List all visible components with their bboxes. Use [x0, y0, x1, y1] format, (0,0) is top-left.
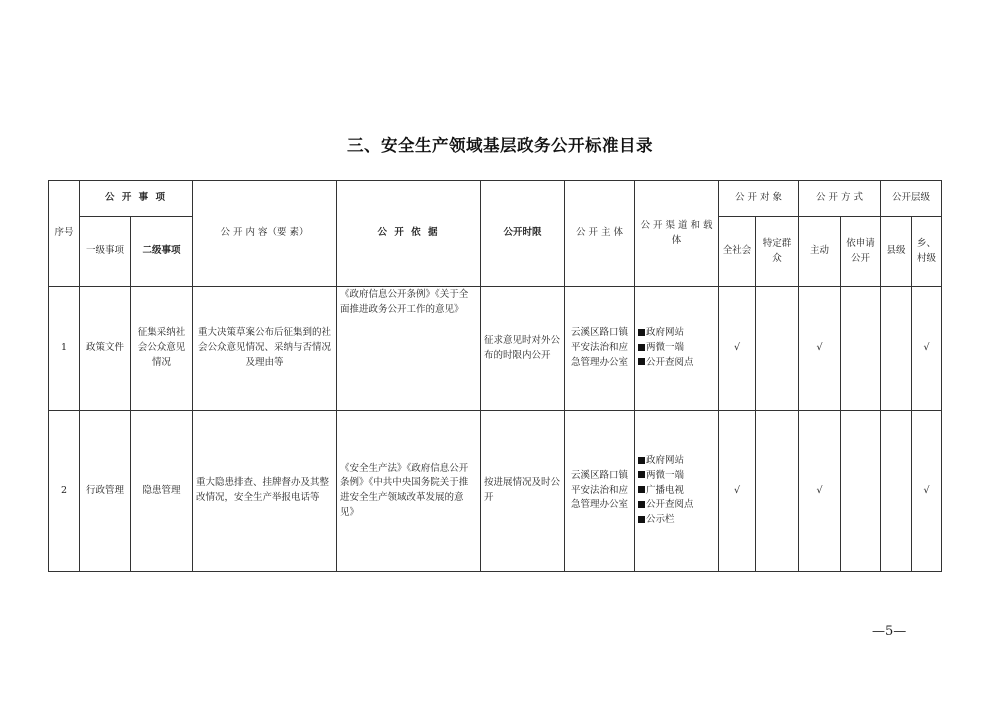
row-content: 重大决策草案公布后征集到的社会公众意见情况、采纳与否情况及理由等: [193, 287, 337, 411]
header-channels: 公 开 渠 道 和 载体: [635, 181, 719, 287]
header-content: 公 开 内 容（要 素）: [193, 181, 337, 287]
row-method-active: √: [799, 287, 841, 411]
square-bullet-icon: [638, 329, 645, 336]
row-target-specific: [756, 411, 799, 572]
square-bullet-icon: [638, 486, 645, 493]
square-bullet-icon: [638, 471, 645, 478]
header-seq: 序号: [49, 181, 80, 287]
row-method-request: [841, 411, 881, 572]
row-content: 重大隐患排查、挂牌督办及其整改情况，安全生产举报电话等: [193, 411, 337, 572]
row-level1: 行政管理: [80, 411, 131, 572]
table-row: [49, 287, 942, 411]
row-subject: 云溪区路口镇平安法治和应急管理办公室: [565, 411, 635, 572]
row-basis: 《政府信息公开条例》《关于全面推进政务公开工作的意见》: [337, 287, 481, 411]
row-level2: 征集采纳社会公众意见情况: [131, 287, 193, 411]
channel-item: 公开查阅点: [638, 498, 715, 513]
channel-item: 两微一端: [638, 341, 715, 356]
square-bullet-icon: [638, 344, 645, 351]
header-tier: 公开层级: [881, 181, 942, 217]
header-target-specific: 特定群众: [756, 217, 799, 287]
header-tier-county: 县级: [881, 217, 912, 287]
row-subject: 云溪区路口镇平安法治和应急管理办公室: [565, 287, 635, 411]
channel-item: 政府网站: [638, 326, 715, 341]
row-tier-county: [881, 287, 912, 411]
channel-list: [638, 326, 715, 370]
channel-item: 政府网站: [638, 454, 715, 469]
row-tier-village: √: [912, 411, 942, 572]
row-level1: 政策文件: [80, 287, 131, 411]
square-bullet-icon: [638, 501, 645, 508]
header-method-request: 依申请公开: [841, 217, 881, 287]
row-target-all: √: [719, 287, 756, 411]
header-targets: 公 开 对 象: [719, 181, 799, 217]
page-number: —5—: [872, 624, 907, 639]
header-level2: 二级事项: [131, 217, 193, 287]
row-timing: 按进展情况及时公开: [481, 411, 565, 572]
page-title: 三、安全生产领域基层政务公开标准目录: [347, 136, 653, 155]
row-target-specific: [756, 287, 799, 411]
header-tier-village: 乡、村级: [912, 217, 942, 287]
header-row-1: [49, 181, 942, 217]
row-seq: 2: [49, 411, 80, 572]
row-channels: [635, 411, 719, 572]
header-items: 公 开 事 项: [80, 181, 193, 217]
row-seq: 1: [49, 287, 80, 411]
disclosure-catalog-table: [48, 180, 942, 572]
row-level2: 隐患管理: [131, 411, 193, 572]
square-bullet-icon: [638, 358, 645, 365]
header-level1: 一级事项: [80, 217, 131, 287]
channel-item: 公示栏: [638, 513, 715, 528]
header-target-all: 全社会: [719, 217, 756, 287]
header-method-active: 主动: [799, 217, 841, 287]
row-timing: 征求意见时对外公布的时限内公开: [481, 287, 565, 411]
row-tier-county: [881, 411, 912, 572]
row-channels: [635, 287, 719, 411]
row-method-request: [841, 287, 881, 411]
channel-list: [638, 454, 715, 528]
header-subject: 公 开 主 体: [565, 181, 635, 287]
header-timing: 公开时限: [481, 181, 565, 287]
channel-item: 两微一端: [638, 469, 715, 484]
row-tier-village: √: [912, 287, 942, 411]
channel-item: 公开查阅点: [638, 356, 715, 371]
table-row: [49, 411, 942, 572]
row-basis: 《安全生产法》《政府信息公开条例》《中共中央国务院关于推进安全生产领域改革发展的意见》: [337, 411, 481, 572]
row-target-all: √: [719, 411, 756, 572]
square-bullet-icon: [638, 516, 645, 523]
header-basis: 公 开 依 据: [337, 181, 481, 287]
square-bullet-icon: [638, 457, 645, 464]
channel-item: 广播电视: [638, 484, 715, 499]
header-method: 公 开 方 式: [799, 181, 881, 217]
row-method-active: √: [799, 411, 841, 572]
